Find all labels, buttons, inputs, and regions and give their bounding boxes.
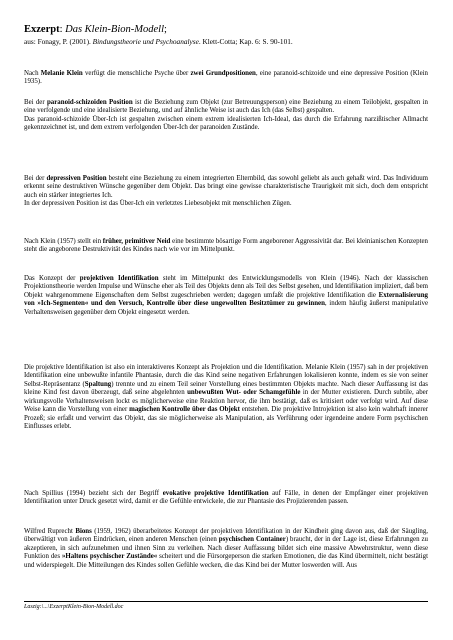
emphasized-term: depressiven Position [46,175,107,182]
emphasized-term: evokative projektive Identifikation [162,490,269,497]
paragraph-text: In der depressiven Position ist das Über-Ich ein verletztes Liebesobjekt mit menschlichen Zügen. [24,200,292,208]
paragraph-text: ) trennte und zu einem Teil seiner Vorstellung eines bestimmten Objekts machte. Nach dieser Auffassung ist das kleine Kind fest davon überzeugt, daß seine abgelehnten [24,380,428,397]
paragraph-text: in der Mutter existieren. Durch subtile, aber wirkungsvolle Verhaltensweisen lockt es möglicherweise eine Reaktion hervor, die ihm bestätigt, daß es kritisiert oder verfolgt wird. Auf diese Weise kann die Vorstellung von einer [24,389,428,414]
paragraph-text: ) braucht, der in der Lage ist, diese Erfahrungen zu akzeptieren, in sich aufzunehmen und ihnen Sinn zu verleihen. Nach dieser Auffassung bildet sich eine massive Abwehrstruktur, wenn diese Funktion des [24,536,428,561]
paragraph-grundpositionen [24,70,428,87]
emphasized-term: projektiven Identifikation [79,275,159,282]
document-title [24,24,167,36]
footer-file-path: Laszig:\...\ExzerptKlein-Bion-Modell.doc [24,604,124,610]
paragraph-text: , eine paranoid-schizoide und eine depressive Position (Klein 1935). [24,70,428,86]
paragraph-text: Nach Klein (1957) stellt ein [24,238,103,245]
paragraph-paranoid-schizoid [24,99,428,133]
paragraph-text: (1959, 1962) überarbeitetes Konzept der projektiven Identifikation in der Kindheit ging davon aus, daß der Säugling, überwältigt von äußeren Eindrücken, einen anderen Menschen (einen [24,528,428,544]
paragraph-spillius [24,490,428,507]
emphasized-term: Externalisierung von »Ich-Segmenten« und den Versuch, Kontrolle über diese ungewollten Besitztümer zu gewinnen [24,291,428,308]
emphasized-term: Bions [75,528,92,535]
paragraph-text: auf Fälle, in denen der Empfänger einer projektiven Identifikation unter Druck gesetzt wird, damit er die Gefühle entwickele, die zur Phantasie des Projizierenden passen. [24,490,428,506]
paragraph-text: Nach [24,70,41,77]
paragraph-text: verfügt die menschliche Psyche über [82,70,191,77]
paragraph-text: Wilfred Ruprecht [24,528,76,535]
emphasized-term: paranoid-schizoiden Position [46,99,133,106]
emphasized-term: Melanie Klein [40,70,83,77]
paragraph-text: Das Konzept der [24,275,80,282]
title-text: Das Klein-Bion-Modell [65,24,164,35]
source-reference [24,37,293,46]
paragraph-projektive-identifikation [24,275,428,317]
paragraph-text: Das paranoid-schizoide Über-Ich ist gespalten zwischen einem extrem idealisierten Ich-Ideal, das durch die Erfahrung narzißtischer Allmacht gekennzeichnet ist, und dem extrem verfolgenden Über-Ich der paranoiden Zustände. [24,115,428,132]
paragraph-text: ist die Beziehung zum Objekt (zur Betreuungsperson) eine Beziehung zu einem Teilobjekt, gespalten in eine verfolgende und eine idealisierte Beziehung, und auf ähnliche Weise ist auch das Ich (das Selbst) gespalten. [24,99,429,115]
paragraph-text: , indem häufig äußerst manipulative Verhaltensweisen gegenüber dem Objekt eingesetzt werden. [24,300,428,316]
paragraph-text: Nach Spillius (1994) bezieht sich der Begriff [24,490,163,497]
paragraph-bion [24,528,428,570]
paragraph-text: steht im Mittelpunkt des Entwicklungsmodells von Klein (1946). Nach der klassischen Projektionstheorie werden Impulse und Wünsche eher als Teil des Objekts denn als Teil des Selbst gesehen, und Identifikation impliziert, daß bem Objekt wahrgenommene Eigenschaften dem Selbst zugeschrieben werden; dagegen umfaßt die projektive Identifikation die [24,275,428,299]
reference-suffix: . Klett-Cotta; Kap. 6: S. 90-101. [198,37,293,46]
paragraph-text: eine bestimmte bösartige Form angeborener Aggressivität dar. Bei kleinianischen Konzepten steht die angeborene Destruktivität des Kindes nach wie vor im Mittelpunkt. [24,238,428,254]
emphasized-term: unbewußten Wut- oder Schamgefühle [187,389,301,397]
paragraph-neid [24,238,428,255]
title-end: ; [163,24,167,35]
paragraph-text: Bei der [24,99,47,106]
emphasized-term: Spaltung [84,380,112,388]
paragraph-text: Die projektive Identifikation ist also ein interaktiveres Konzept als Projektion und die Identifikation. Melanie Klein (1957) sah in der projektiven Identifikation eine unbewußte infantile Phantasie, durch die das Kind seine negativen Erfahrungen lokalisieren konnte, indem es sie von seiner Selbst-Repräsentanz ( [24,364,428,388]
paragraph-text: besteht eine Beziehung zu einem integrierten Elternbild, das sowohl geliebt als auch gehaßt wird. Das Individuum erkennt seine destruktiven Wünsche gegenüber dem Objekt. Das bringt eine gewisse charakteristische Traurigkeit mit sich, doch dem entspricht auch ein stärker integriertes Ich. [24,175,429,199]
emphasized-term: früher, primitiver Neid [102,238,171,245]
paragraph-text: Bei der [24,175,47,182]
emphasized-term: magischen Kontrolle über das Objekt [129,406,240,414]
paragraph-interaktives-konzept [24,364,428,432]
emphasized-term: psychischen Container [218,536,286,544]
footer-divider [24,601,428,602]
title-label: Exzerpt [24,24,60,35]
paragraph-depressive-position [24,175,428,209]
title-colon: : [59,24,66,35]
emphasized-term: »Haltens psychischer Zustände« [61,553,158,561]
reference-book-title: Bindungstheorie und Psychoanalyse [92,37,199,46]
paragraph-text: entstehen. Die projektive Introjektion ist also kein wahrhaft innerer Prozeß; sie erfaßt und verwirrt das Objekt, das sie möglicherweise als Manipulation, als Verführung oder irgendeine andere Form psychischen Einflusses erlebt. [24,406,428,431]
reference-prefix: aus: Fonagy, P. (2001). [24,37,93,46]
paragraph-text: scheitert und die Fürsorgeperson die starken Emotionen, die das Kind übermittelt, nicht bestätigt und widerspiegelt. Die Mitteilungen des Kindes sollen Gefühle wecken, die das Kind bei der Mutter loswerden will. Aus [24,553,428,569]
emphasized-term: zwei Grundpositionen [190,70,256,77]
